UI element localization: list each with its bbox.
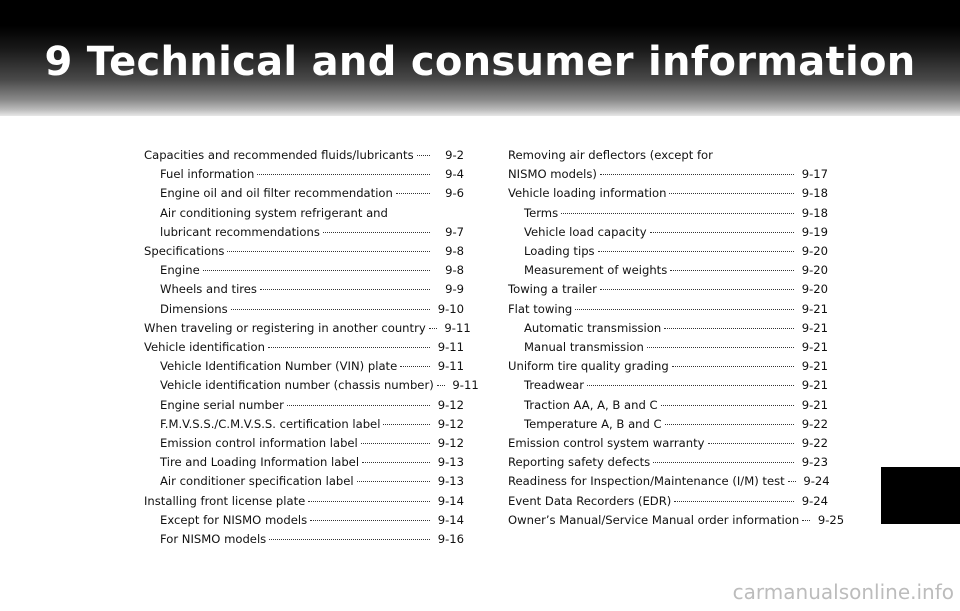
toc-subentry[interactable] bbox=[508, 261, 828, 280]
toc-entry-title: lubricant recommendations bbox=[160, 224, 320, 239]
toc-entry-line1 bbox=[508, 146, 828, 165]
dot-leader bbox=[231, 309, 430, 310]
toc-entry-page: 9-10 bbox=[437, 301, 464, 316]
watermark: carmanualsonline.info bbox=[732, 580, 954, 604]
dot-leader bbox=[203, 270, 430, 271]
toc-entry-page: 9-12 bbox=[437, 397, 464, 412]
dot-leader bbox=[429, 328, 437, 329]
dot-leader bbox=[257, 174, 430, 175]
toc-entry-title: Engine oil and oil filter recommendation bbox=[160, 186, 393, 201]
toc-entry-page: 9-13 bbox=[437, 455, 464, 470]
dot-leader bbox=[310, 520, 430, 521]
toc-entry[interactable] bbox=[508, 165, 828, 184]
toc-entry-title: Measurement of weights bbox=[524, 263, 668, 278]
toc-entry-title: Towing a trailer bbox=[508, 282, 597, 297]
toc-entry-title: Emission control system warranty bbox=[508, 436, 705, 451]
dot-leader bbox=[664, 328, 794, 329]
toc-entry-title: Engine serial number bbox=[160, 397, 284, 412]
dot-leader bbox=[665, 424, 794, 425]
toc-subentry[interactable] bbox=[508, 204, 828, 223]
toc-entry[interactable] bbox=[144, 146, 464, 165]
toc-entry-title: Vehicle identification bbox=[144, 340, 265, 355]
toc-entry-title: Loading tips bbox=[524, 244, 595, 259]
toc-subentry[interactable] bbox=[508, 338, 828, 357]
toc-entry-page: 9-11 bbox=[452, 378, 479, 393]
dot-leader bbox=[661, 405, 794, 406]
toc-entry-page: 9-24 bbox=[803, 474, 830, 489]
toc-entry-title: Air conditioner specification label bbox=[160, 474, 354, 489]
toc-entry[interactable] bbox=[508, 280, 828, 299]
toc-entry-page: 9-9 bbox=[445, 282, 464, 297]
dot-leader bbox=[647, 347, 794, 348]
toc-entry[interactable] bbox=[144, 338, 464, 357]
toc-entry-title: Vehicle loading information bbox=[508, 186, 667, 201]
toc-subentry[interactable] bbox=[144, 530, 464, 549]
toc-entry-title: Manual transmission bbox=[524, 340, 644, 355]
toc-entry-title: Owner’s Manual/Service Manual order information bbox=[508, 512, 800, 527]
toc-entry-page: 9-16 bbox=[437, 532, 464, 547]
toc-entry-title: For NISMO models bbox=[160, 532, 267, 547]
toc-entry-page: 9-11 bbox=[437, 340, 464, 355]
toc-entry-page: 9-6 bbox=[445, 186, 464, 201]
dot-leader bbox=[587, 385, 794, 386]
toc-entry-title: Fuel information bbox=[160, 167, 255, 182]
dot-leader bbox=[575, 309, 794, 310]
toc-entry-page: 9-25 bbox=[817, 512, 845, 527]
toc-entry-page: 9-20 bbox=[801, 244, 828, 259]
toc-subentry[interactable] bbox=[144, 511, 464, 530]
toc-entry-title: Vehicle load capacity bbox=[524, 224, 647, 239]
dot-leader bbox=[268, 347, 430, 348]
toc-subentry[interactable] bbox=[508, 319, 828, 338]
dot-leader bbox=[227, 251, 430, 252]
dot-leader bbox=[788, 481, 796, 482]
toc-entry-page: 9-24 bbox=[801, 493, 828, 508]
toc-entry-title: Flat towing bbox=[508, 301, 573, 316]
toc-subentry[interactable] bbox=[508, 223, 828, 242]
toc-subentry[interactable] bbox=[144, 300, 464, 319]
dot-leader bbox=[650, 232, 794, 233]
dot-leader bbox=[708, 443, 794, 444]
toc-entry-title: Dimensions bbox=[160, 301, 228, 316]
toc-entry-title: Emission control information label bbox=[160, 436, 358, 451]
toc-entry[interactable] bbox=[508, 184, 828, 203]
toc-entry-page: 9-21 bbox=[801, 301, 828, 316]
dot-leader bbox=[417, 155, 430, 156]
toc-entry-title: Installing front license plate bbox=[144, 493, 306, 508]
toc-entry-page: 9-8 bbox=[445, 244, 464, 259]
dot-leader bbox=[653, 462, 794, 463]
dot-leader bbox=[287, 405, 430, 406]
toc-subentry[interactable] bbox=[508, 396, 828, 415]
toc-subentry[interactable] bbox=[144, 223, 464, 242]
toc-entry-page: 9-12 bbox=[437, 436, 464, 451]
toc-entry-page: 9-14 bbox=[437, 493, 464, 508]
dot-leader bbox=[802, 520, 810, 521]
toc-entry-title: F.M.V.S.S./C.M.V.S.S. certification label bbox=[160, 416, 381, 431]
dot-leader bbox=[383, 424, 430, 425]
toc-entry[interactable] bbox=[508, 472, 828, 491]
toc-entry-page: 9-20 bbox=[801, 282, 828, 297]
toc-subentry[interactable] bbox=[144, 357, 464, 376]
dot-leader bbox=[598, 251, 794, 252]
dot-leader bbox=[357, 481, 430, 482]
toc-subentry[interactable] bbox=[508, 242, 828, 261]
toc-entry-page: 9-19 bbox=[801, 224, 828, 239]
dot-leader bbox=[674, 501, 794, 502]
toc-entry-title: Automatic transmission bbox=[524, 320, 662, 335]
toc-entry-title: Wheels and tires bbox=[160, 282, 257, 297]
toc-subentry[interactable] bbox=[144, 165, 464, 184]
dot-leader bbox=[361, 443, 430, 444]
toc-entry-page: 9-22 bbox=[801, 436, 828, 451]
toc-entry-page: 9-18 bbox=[801, 205, 828, 220]
toc-entry-title: NISMO models) bbox=[508, 167, 597, 182]
dot-leader bbox=[308, 501, 430, 502]
toc-entry-page: 9-22 bbox=[801, 416, 828, 431]
toc-entry-title: Vehicle Identification Number (VIN) plate bbox=[160, 359, 398, 374]
dot-leader bbox=[437, 385, 445, 386]
toc-entry[interactable] bbox=[508, 300, 828, 319]
toc-left-column bbox=[144, 146, 479, 549]
toc-subentry[interactable] bbox=[144, 396, 464, 415]
toc-entry-page: 9-12 bbox=[437, 416, 464, 431]
toc-entry[interactable] bbox=[508, 357, 828, 376]
toc-entry-title: Specifications bbox=[144, 244, 225, 259]
toc-entry-page: 9-2 bbox=[445, 148, 464, 162]
toc-entry-page: 9-20 bbox=[801, 263, 828, 278]
dot-leader bbox=[669, 193, 794, 194]
dot-leader bbox=[269, 539, 430, 540]
toc-entry[interactable] bbox=[508, 453, 828, 472]
toc-entry-title: Except for NISMO models bbox=[160, 512, 308, 527]
dot-leader bbox=[400, 366, 430, 367]
toc-subentry[interactable] bbox=[144, 453, 464, 472]
toc-entry-page: 9-11 bbox=[437, 359, 464, 374]
toc-entry[interactable] bbox=[144, 242, 464, 261]
toc-entry-page: 9-21 bbox=[801, 359, 828, 374]
dot-leader bbox=[260, 289, 430, 290]
dot-leader bbox=[600, 174, 794, 175]
toc-entry-title: Terms bbox=[524, 205, 559, 220]
toc-entry-title: Capacities and recommended fluids/lubricants bbox=[144, 148, 414, 162]
toc-entry-title: When traveling or registering in another country bbox=[144, 320, 426, 335]
toc-entry-title: Reporting safety defects bbox=[508, 455, 651, 470]
toc-subentry[interactable] bbox=[144, 434, 464, 453]
chapter-title: 9 Technical and consumer information bbox=[44, 39, 916, 85]
toc-entry-title: Uniform tire quality grading bbox=[508, 359, 669, 374]
toc-entry-title: Treadwear bbox=[524, 378, 584, 393]
toc-entry-title: Temperature A, B and C bbox=[524, 416, 662, 431]
toc-subentry[interactable] bbox=[144, 280, 464, 299]
toc-subentry[interactable] bbox=[508, 376, 828, 395]
dot-leader bbox=[362, 462, 430, 463]
dot-leader bbox=[396, 193, 430, 194]
toc-entry[interactable] bbox=[508, 492, 828, 511]
dot-leader bbox=[600, 289, 794, 290]
toc-entry[interactable] bbox=[144, 492, 464, 511]
toc-subentry[interactable] bbox=[508, 415, 828, 434]
toc-entry-page: 9-21 bbox=[801, 320, 828, 335]
toc-subentry[interactable] bbox=[144, 261, 464, 280]
toc-entry[interactable] bbox=[508, 434, 828, 453]
chapter-tab-marker bbox=[881, 467, 960, 524]
toc-entry-title: Engine bbox=[160, 263, 200, 278]
toc-entry-page: 9-21 bbox=[801, 378, 828, 393]
dot-leader bbox=[561, 213, 794, 214]
toc-entry-page: 9-14 bbox=[437, 512, 464, 527]
toc-entry-title: Vehicle identification number (chassis number) bbox=[160, 378, 434, 393]
toc-entry-line1 bbox=[144, 204, 464, 223]
dot-leader bbox=[670, 270, 794, 271]
toc-entry-page: 9-7 bbox=[445, 224, 464, 239]
toc-entry-title: Readiness for Inspection/Maintenance (I/M) test bbox=[508, 474, 785, 489]
toc-entry-page: 9-4 bbox=[445, 167, 464, 182]
toc-entry-title-line1: Air conditioning system refrigerant and bbox=[160, 205, 388, 220]
toc-entry-page: 9-18 bbox=[801, 186, 828, 201]
toc-entry-title: Event Data Recorders (EDR) bbox=[508, 493, 672, 508]
toc-entry-page: 9-17 bbox=[801, 167, 828, 182]
toc-entry-page: 9-11 bbox=[444, 320, 471, 335]
toc-entry[interactable] bbox=[144, 319, 471, 338]
toc-subentry[interactable] bbox=[144, 415, 464, 434]
toc-entry-page: 9-23 bbox=[801, 455, 828, 470]
toc-entry[interactable] bbox=[508, 511, 845, 530]
toc-entry-page: 9-21 bbox=[801, 340, 828, 355]
toc-entry-title: Tire and Loading Information label bbox=[160, 455, 360, 470]
toc-subentry[interactable] bbox=[144, 184, 464, 203]
toc-entry-title: Traction AA, A, B and C bbox=[524, 397, 658, 412]
toc-entry-page: 9-8 bbox=[445, 263, 464, 278]
toc-subentry[interactable] bbox=[144, 472, 464, 491]
toc-entry-page: 9-21 bbox=[801, 397, 828, 412]
toc-right-column bbox=[508, 146, 845, 530]
dot-leader bbox=[672, 366, 794, 367]
toc-subentry[interactable] bbox=[144, 376, 479, 395]
toc-entry-title-line1: Removing air deflectors (except for bbox=[508, 148, 713, 162]
toc-entry-page: 9-13 bbox=[437, 474, 464, 489]
dot-leader bbox=[323, 232, 430, 233]
